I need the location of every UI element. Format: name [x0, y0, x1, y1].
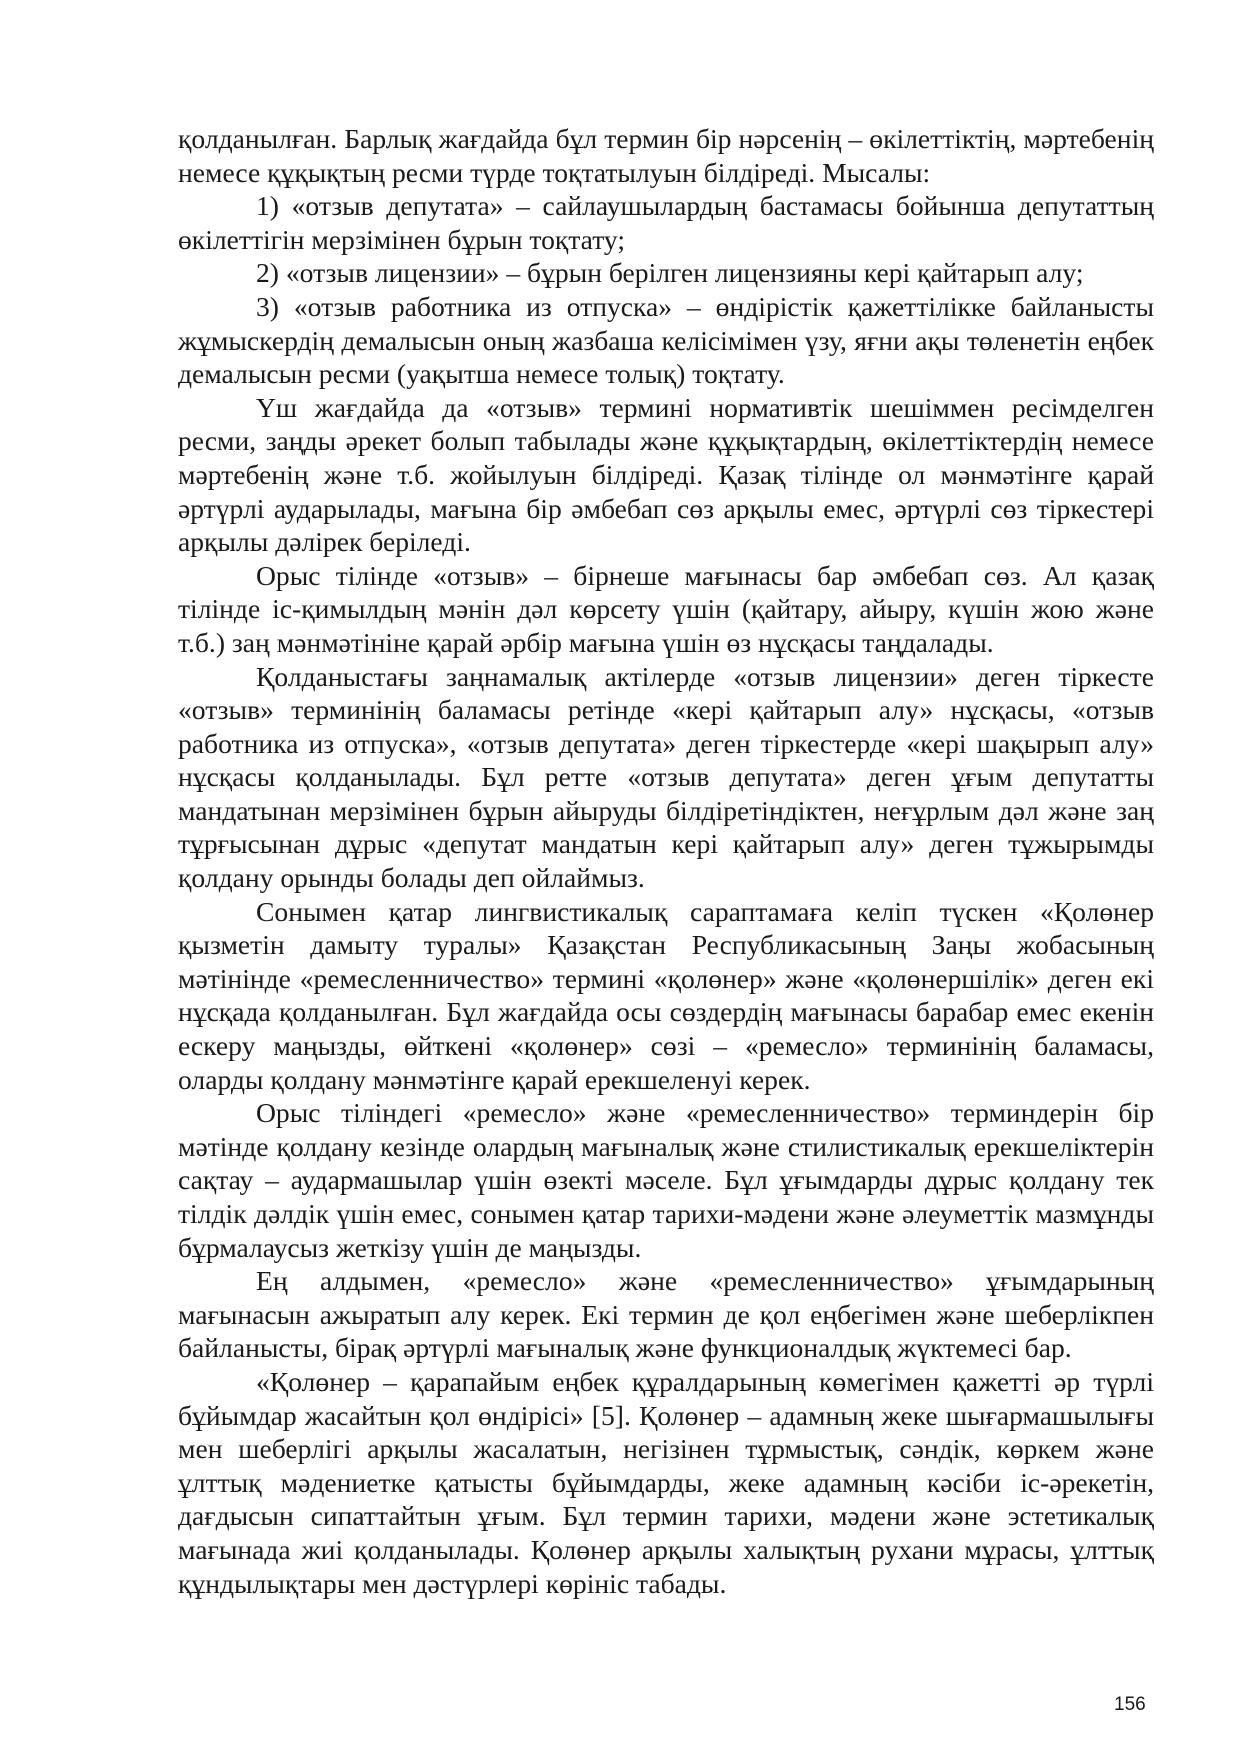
paragraph-6: Орыс тілінде «отзыв» – бірнеше мағынасы бар әмбебап сөз. Ал қазақ тілінде іс-қимылдың мәнін дәл көрсету үшін (қайтару, айыру, күшін жою және т.б.) заң мәнмәтініне қарай әрбір мағына үшін өз нұсқасы таңдалады.: [178, 559, 1154, 658]
paragraph-8: Сонымен қатар лингвистикалық сараптамаға келіп түскен «Қолөнер қызметін дамыту туралы» Қазақстан Республикасының Заңы жобасының мәтінінде «ремесленничество» термині «қолөнер» және «қолөнершілік» деген екі нұсқада қолданылған. Бұл жағдайда осы сөздердің мағынасы барабар емес екенін ескеру маңызды, өйткені «қолөнер» сөзі – «ремесло» терминінің баламасы, оларды қолдану мәнмәтінге қарай ерекшеленуі керек.: [178, 895, 1154, 1095]
paragraph-3: 2) «отзыв лицензии» – бұрын берілген лицензияны кері қайтарып алу;: [256, 257, 1084, 289]
page-number: 156: [1114, 1694, 1146, 1715]
paragraph-2: 1) «отзыв депутата» – сайлаушылардың бастамасы бойынша депутаттың өкілеттігін мерзімінен бұрын тоқтату;: [178, 190, 1154, 255]
paragraph-5: Үш жағдайда да «отзыв» термині нормативтік шешіммен ресімделген ресми, заңды әрекет болып табылады және құқықтардың, өкілеттіктердің немесе мәртебенің және т.б. жойылуын білдіреді. Қазақ тілінде ол мәнмәтінге қарай әртүрлі аударылады, мағына бір әмбебап сөз арқылы емес, әртүрлі сөз тіркестері арқылы дәлірек беріледі.: [178, 391, 1154, 558]
paragraph-7: Қолданыстағы заңнамалық актілерде «отзыв лицензии» деген тіркесте «отзыв» терминінің баламасы ретінде «кері қайтарып алу» нұсқасы, «отзыв работника из отпуска», «отзыв депутата» деген тіркестерде «кері шақырып алу» нұсқасы қолданылады. Бұл ретте «отзыв депутата» деген ұғым депутатты мандатынан мерзімінен бұрын айыруды білдіретіндіктен, неғұрлым дәл және заң тұрғысынан дұрыс «депутат мандатын кері қайтарып алу» деген тұжырымды қолдану орынды болады деп ойлаймыз.: [178, 660, 1154, 894]
paragraph-10: Ең алдымен, «ремесло» және «ремесленничество» ұғымдарының мағынасын ажыратып алу керек. Екі термин де қол еңбегімен және шеберлікпен байланысты, бірақ әртүрлі мағыналық және функционалдық жүктемесі бар.: [178, 1265, 1154, 1364]
paragraph-1: қолданылған. Барлық жағдайда бұл термин бір нәрсенің – өкілеттіктің, мәртебенің немесе құқықтың ресми түрде тоқтатылуын білдіреді. Мысалы:: [178, 123, 1154, 188]
paragraph-4: 3) «отзыв работника из отпуска» – өндірістік қажеттілікке байланысты жұмыскердің демалысын оның жазбаша келісімімен үзу, яғни ақы төленетін еңбек демалысын ресми (уақытша немесе толық) тоқтату.: [178, 290, 1154, 390]
paragraph-9: Орыс тіліндегі «ремесло» және «ремесленничество» терминдерін бір мәтінде қолдану кезінде олардың мағыналық және стилистикалық ерекшеліктерін сақтау – аудармашылар үшін өзекті мәселе. Бұл ұғымдарды дұрыс қолдану тек тілдік дәлдік үшін емес, сонымен қатар тарихи-мәдени және әлеуметтік мазмұнды бұрмалаусыз жеткізу үшін де маңызды.: [178, 1097, 1154, 1263]
paragraph-11: «Қолөнер – қарапайым еңбек құралдарының көмегімен қажетті әр түрлі бұйымдар жасайтын қол өндірісі» [5]. Қолөнер – адамның жеке шығармашылығы мен шеберлігі арқылы жасалатын, негізінен тұрмыстық, сәндік, көркем және ұлттық мәдениетке қатысты бұйымдарды, жеке адамның кәсіби іс-әрекетін, дағдысын сипаттайтын ұғым. Бұл термин тарихи, мәдени және эстетикалық мағынада жиі қолданылады. Қолөнер арқылы халықтың рухани мұрасы, ұлттық құндылықтары мен дәстүрлері көрініс табады.: [178, 1365, 1154, 1599]
page-body: [178, 122, 1154, 1600]
